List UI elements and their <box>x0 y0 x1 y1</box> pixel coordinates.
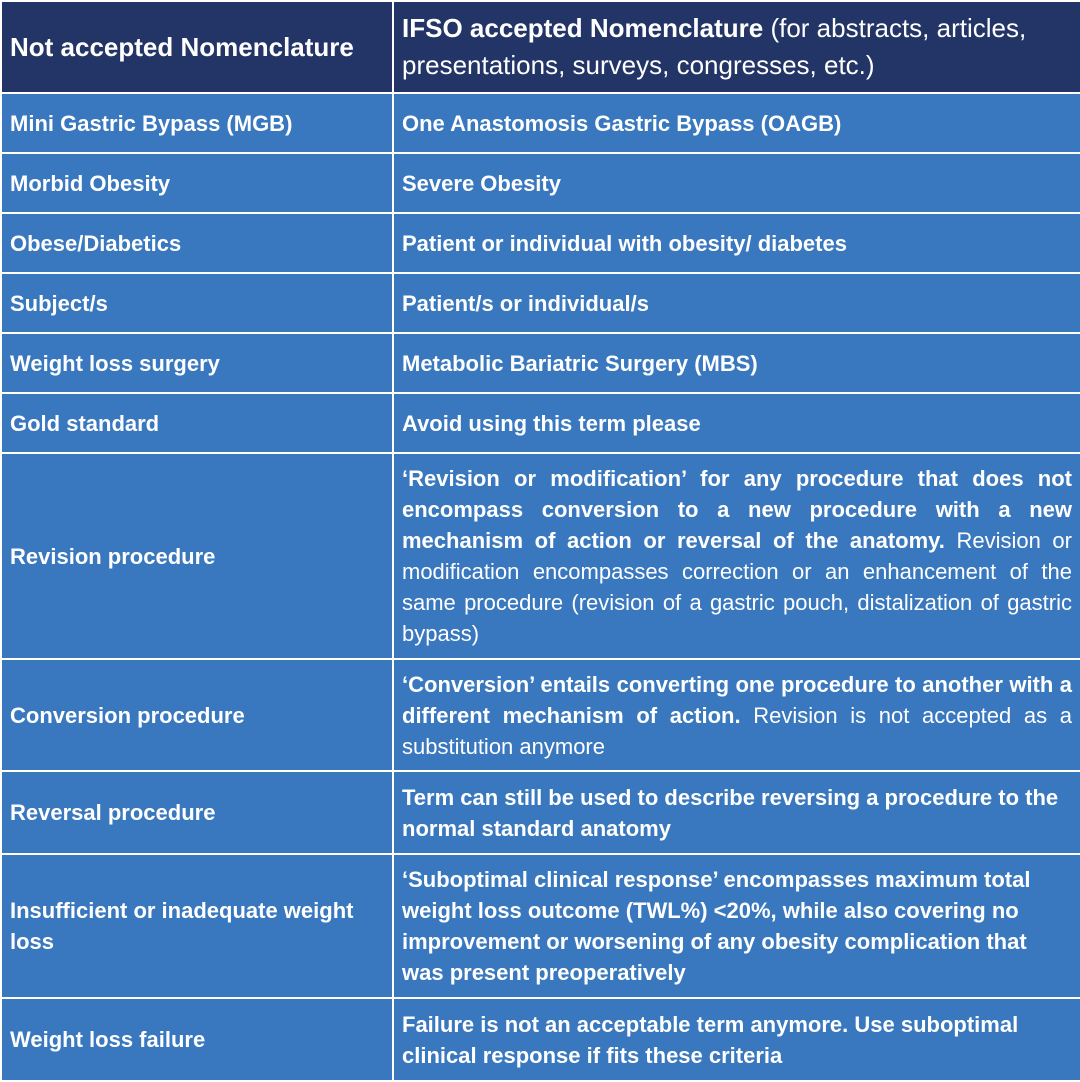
not-accepted-term: Mini Gastric Bypass (MGB) <box>1 93 393 153</box>
table-row <box>1 273 1080 333</box>
accepted-term-bold: Failure is not an acceptable term anymore. Use suboptimal clinical response if fits these criteria <box>402 1011 1019 1068</box>
table-row <box>1 153 1080 213</box>
accepted-term-bold: ‘Conversion’ entails converting one procedure to another with a different mechanism of action. <box>402 671 1072 728</box>
accepted-term-bold: One Anastomosis Gastric Bypass (OAGB) <box>402 110 842 136</box>
accepted-term <box>393 771 1080 854</box>
not-accepted-term: Gold standard <box>1 393 393 453</box>
accepted-term <box>393 998 1080 1081</box>
table-row <box>1 998 1080 1081</box>
not-accepted-term: Morbid Obesity <box>1 153 393 213</box>
accepted-term <box>393 273 1080 333</box>
accepted-term-bold: ‘Suboptimal clinical response’ encompasses maximum total weight loss outcome (TWL%) <20%, while also covering no improvement or worsening of any obesity complication that was present preoperatively <box>402 867 1031 985</box>
not-accepted-term: Obese/Diabetics <box>1 213 393 273</box>
accepted-term-bold: Severe Obesity <box>402 170 561 196</box>
accepted-term <box>393 213 1080 273</box>
not-accepted-term: Subject/s <box>1 273 393 333</box>
table-row <box>1 854 1080 998</box>
accepted-term-note: Revision or modification encompasses correction or an enhancement of the same procedure (revision of a gastric pouch, distalization of gastric bypass) <box>402 528 1072 646</box>
header-accepted-note: (for abstracts, articles, presentations, surveys, congresses, etc.) <box>402 13 1027 80</box>
accepted-term <box>393 333 1080 393</box>
table-row <box>1 453 1080 659</box>
not-accepted-term: Weight loss surgery <box>1 333 393 393</box>
not-accepted-term: Insufficient or inadequate weight loss <box>1 854 393 998</box>
table-row <box>1 393 1080 453</box>
header-accepted <box>393 1 1080 93</box>
header-accepted-title: IFSO accepted Nomenclature <box>402 13 764 43</box>
accepted-term <box>393 93 1080 153</box>
accepted-term <box>393 153 1080 213</box>
accepted-term-bold: Term can still be used to describe reversing a procedure to the normal standard anatomy <box>402 784 1059 841</box>
accepted-term-bold: Patient/s or individual/s <box>402 290 649 316</box>
not-accepted-term: Reversal procedure <box>1 771 393 854</box>
accepted-term <box>393 393 1080 453</box>
header-not-accepted: Not accepted Nomenclature <box>1 1 393 93</box>
table-row <box>1 333 1080 393</box>
accepted-term-bold: Patient or individual with obesity/ diabetes <box>402 230 847 256</box>
accepted-term <box>393 659 1080 771</box>
header-row <box>1 1 1080 93</box>
table-row <box>1 659 1080 771</box>
table-row <box>1 93 1080 153</box>
accepted-term <box>393 453 1080 659</box>
table-row <box>1 213 1080 273</box>
not-accepted-term: Conversion procedure <box>1 659 393 771</box>
table-row <box>1 771 1080 854</box>
accepted-term-note: Revision is not accepted as a substitution anymore <box>402 702 1072 759</box>
accepted-term-bold: Avoid using this term please <box>402 410 701 436</box>
not-accepted-term: Weight loss failure <box>1 998 393 1081</box>
accepted-term-bold: Metabolic Bariatric Surgery (MBS) <box>402 350 758 376</box>
accepted-term <box>393 854 1080 998</box>
not-accepted-term: Revision procedure <box>1 453 393 659</box>
accepted-term-bold: ‘Revision or modification’ for any procedure that does not encompass conversion to a new procedure with a new mechanism of action or reversal of the anatomy. <box>402 466 1072 553</box>
